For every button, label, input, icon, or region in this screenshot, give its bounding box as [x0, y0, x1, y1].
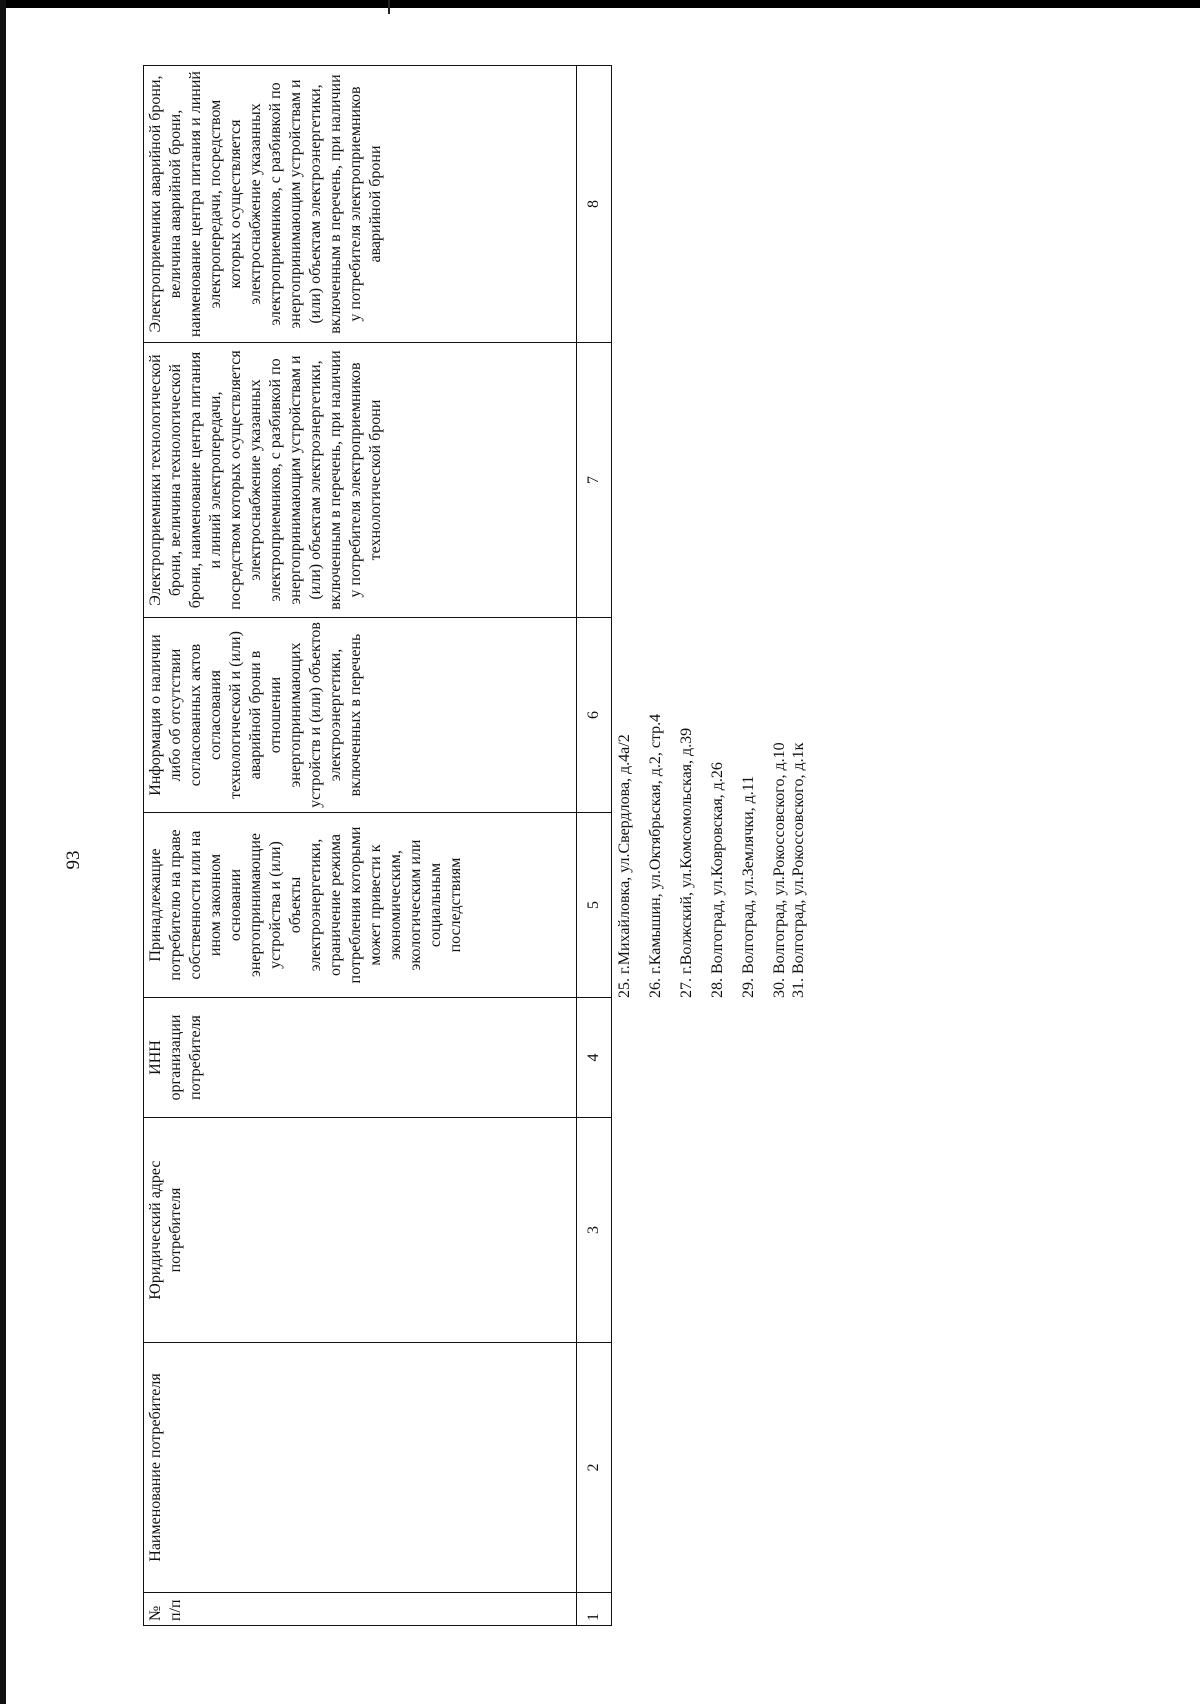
- column-number: 4: [577, 998, 612, 1118]
- column-number: 2: [577, 1343, 612, 1593]
- address-item: 26. г.Камышин, ул.Октябрьская, д.2, стр.4: [647, 713, 664, 998]
- header-cell-emergency-reserve: Электроприемники аварийной брони, величина аварийной брони, наименование центра питания и линий электропередачи, посредством которых осуществляется электроснабжение указанных электроприемников, с разбивкой по энергопринимающим устройствам и (или) объектам электроэнергетики, включенным в перечень, при наличии у потребителя электроприемников аварийной брони: [144, 66, 577, 343]
- header-cell-technological-reserve: Электроприемники технологической брони, величина технологической брони, наименование центра питания и линий электропередачи, посредством которых осуществляется электроснабжение указанных электроприемников, с разбивкой по энергопринимающим устройствам и (или) объектам электроэнергетики, включенным в перечень, при наличии у потребителя электроприемников технологической брони: [144, 343, 577, 618]
- address-item: 29. Волгоград, ул.Землячки, д.11: [740, 775, 757, 998]
- column-number: 3: [577, 1118, 612, 1343]
- scan-edge-top: [0, 0, 1200, 8]
- header-cell-devices: Принадлежащие потребителю на праве собственности или на ином законном основании энергопринимающие устройства и (или) объекты электроэнергетики, ограничение режима потребления которыми может привести к экономическим, экологическим или социальным последствиям: [144, 813, 577, 998]
- scan-tick-mark: [388, 0, 390, 14]
- header-cell-consumer-name: Наименование потребителя: [144, 1343, 577, 1593]
- address-item: 30. Волгоград, ул.Рокоссовского, д.10: [771, 742, 788, 998]
- address-item: 25. г.Михайловка, ул.Свердлова, д.4а/2: [616, 734, 633, 998]
- page-number: 93: [63, 850, 84, 870]
- header-cell-number: № п/п: [144, 1593, 577, 1626]
- column-number: 5: [577, 813, 612, 998]
- consumer-table: [143, 65, 612, 1626]
- column-number: 1: [577, 1593, 612, 1626]
- scan-edge-left: [0, 0, 6, 1704]
- column-number: 7: [577, 343, 612, 618]
- header-cell-inn: ИНН организации потребителя: [144, 998, 577, 1118]
- address-list: [615, 438, 808, 998]
- header-cell-legal-address: Юридический адрес потребителя: [144, 1118, 577, 1343]
- header-cell-acts-info: Информация о наличии либо об отсутствии согласованных актов согласования технологической и (или) аварийной брони в отношении энергопринимающих устройств и (или) объектов электроэнергетики, включенных в перечень: [144, 618, 577, 813]
- address-item: 27. г.Волжский, ул.Комсомольская, д.39: [678, 727, 695, 998]
- address-item: 31. Волгоград, ул.Рокоссовского, д.1к: [790, 742, 807, 998]
- column-number: 8: [577, 66, 612, 343]
- column-number: 6: [577, 618, 612, 813]
- address-item: 28. Волгоград, ул.Ковровская, д.26: [709, 762, 726, 998]
- rotated-sheet: [143, 20, 807, 1626]
- column-number-row: [577, 66, 612, 1626]
- table-header-row: [144, 66, 577, 1626]
